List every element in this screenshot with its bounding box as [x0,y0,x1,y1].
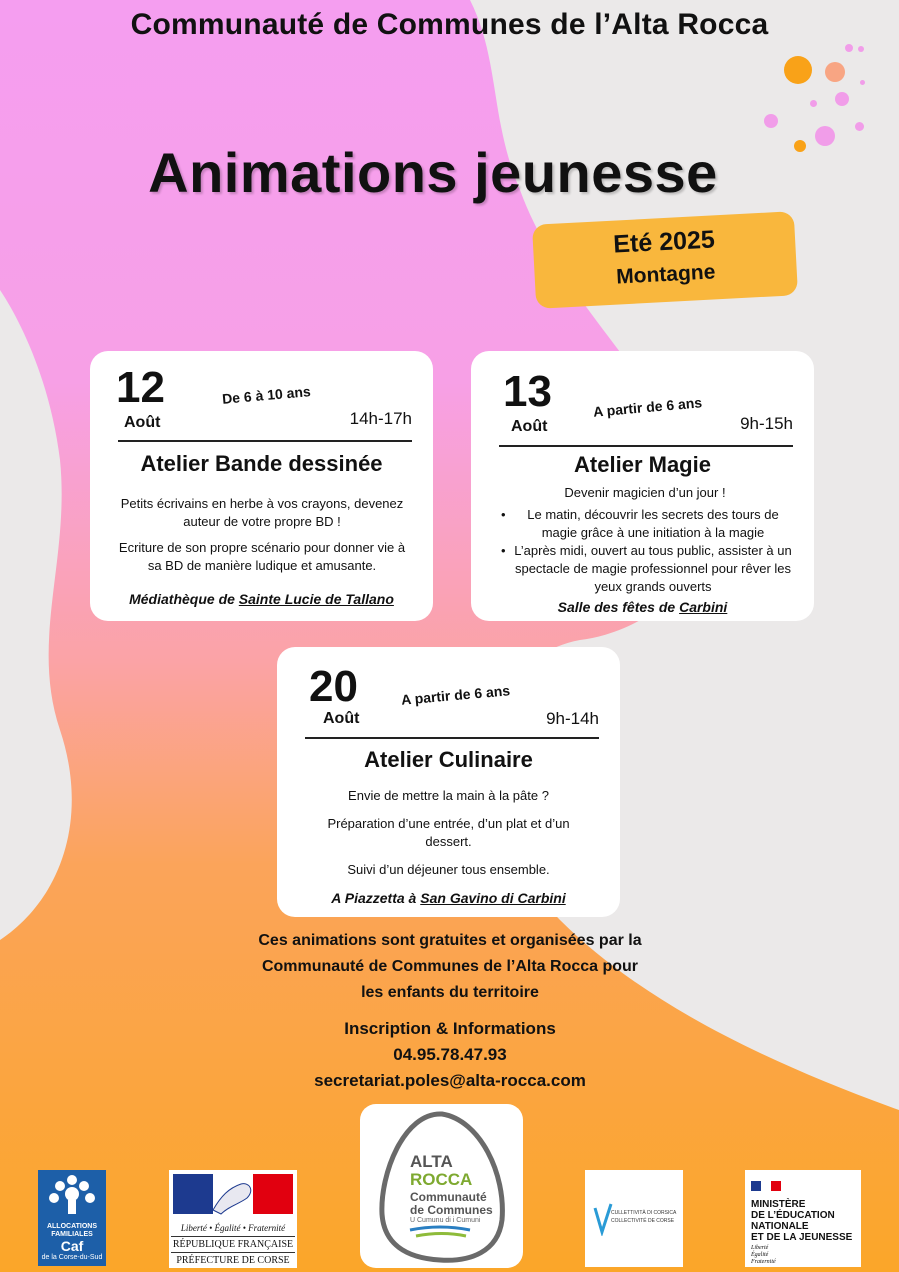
contact-phone[interactable]: 04.95.78.47.93 [393,1045,507,1064]
event-description [116,495,408,583]
caf-text: FAMILIALES [51,1231,93,1238]
season-label: Eté 2025 [612,225,716,259]
organization-title: Communauté de Communes de l’Alta Rocca [130,8,769,41]
event-card-magie [471,351,814,621]
event-age: A partir de 6 ans [592,394,703,420]
dot [810,100,817,107]
contact-block [250,1016,650,1094]
dot [845,44,853,52]
footer-line: Ces animations sont gratuites et organisées par la [258,932,642,949]
venue-prefix: Salle des fêtes de [557,599,676,615]
description-list [495,506,795,596]
event-month: Août [511,418,548,435]
event-card-bd [90,351,433,621]
event-month: Août [124,414,161,431]
cdc-text: CULLETTIVITÀ DI CORSICA [611,1210,677,1216]
event-description [495,484,795,596]
alta-rocca-sub: U Cumunu di i Cumuni [410,1217,481,1224]
cdc-text: COLLECTIVITÉ DE CORSE [611,1218,675,1224]
dot [855,122,864,131]
dot [860,80,865,85]
caf-sub: de la Corse-du-Sud [41,1254,103,1261]
marianne-flag-icon [169,1170,297,1216]
prefecture-logo [169,1170,297,1268]
venue-place: Sainte Lucie de Tallano [238,591,394,607]
dot [794,140,806,152]
list-item: • L’après midi, ouvert au tous public, assister à un spectacle de magie professionnel pour rêver les yeux grands ouverts [495,542,795,596]
ministere-logo [745,1170,861,1267]
men-text: DE L’ÉDUCATION [751,1210,835,1221]
event-card-culinaire [277,647,620,917]
divider [118,440,412,442]
divider [305,737,599,739]
venue-prefix: A Piazzetta à [331,890,417,906]
event-month: Août [323,710,360,727]
dot [815,126,835,146]
event-hours: 14h-17h [349,409,412,428]
men-text: MINISTÈRE [751,1199,806,1210]
caf-emblem-icon [38,1170,106,1218]
event-hours: 9h-14h [546,709,599,728]
description-para: Suivi d’un déjeuner tous ensemble. [347,862,550,877]
season-badge [532,211,798,309]
description-intro: Devenir magicien d’un jour ! [564,485,726,500]
alta-rocca-name2: ROCCA [410,1170,473,1189]
caf-text: ALLOCATIONS [46,1223,98,1230]
footer-note [200,928,700,1006]
event-description [317,787,580,887]
footer-line: les enfants du territoire [361,984,539,1001]
description-para: Envie de mettre la main à la pâte ? [348,788,549,803]
event-day: 20 [309,662,358,711]
event-day: 12 [116,363,165,412]
dot [835,92,849,106]
footer-line: Communauté de Communes de l’Alta Rocca pour [261,958,639,975]
description-para: Petits écrivains en herbe à vos crayons, devenez auteur de votre propre BD ! [120,496,404,529]
dot [764,114,778,128]
men-text: ET DE LA JEUNESSE [751,1232,853,1243]
dot [784,56,812,84]
alta-rocca-logo [360,1104,523,1268]
event-hours: 9h-15h [740,414,793,433]
caf-logo [38,1170,106,1266]
men-motto: Fraternité [751,1259,776,1265]
collectivite-corse-logo [585,1170,683,1267]
alta-rocca-sub: Communauté [410,1190,487,1204]
venue-place: San Gavino di Carbini [420,890,566,906]
rf-motto: Liberté • Égalité • Fraternité [180,1223,286,1233]
event-title: Atelier Bande dessinée [140,451,383,476]
rf-name: RÉPUBLIQUE FRANÇAISE [171,1236,295,1253]
description-para: Préparation d’une entrée, d’un plat et d’un dessert. [327,816,570,849]
dot [825,62,845,82]
event-title: Atelier Culinaire [364,747,533,772]
description-para: Ecriture de son propre scénario pour donner vie à sa BD de manière ludique et amusante. [118,540,406,573]
men-motto: Égalité [751,1252,769,1258]
contact-email[interactable]: secretariat.poles@alta-rocca.com [314,1071,586,1090]
event-title: Atelier Magie [574,452,711,477]
event-day: 13 [503,367,552,416]
venue-place: Carbini [679,599,728,615]
dot [858,46,864,52]
contact-title: Inscription & Informations [344,1019,556,1038]
event-venue [471,599,814,615]
place-label: Montagne [615,260,716,289]
venue-prefix: Médiathèque de [129,591,235,607]
event-age: De 6 à 10 ans [221,383,312,407]
event-age: A partir de 6 ans [400,682,511,708]
decorative-dots [760,40,880,160]
event-venue [277,890,620,906]
alta-rocca-name1: ALTA [410,1152,453,1171]
tricolor-flag-icon [751,1181,781,1191]
event-venue [90,591,433,607]
list-item: • Le matin, découvrir les secrets des tours de magie grâce à une initiation à la magie [495,506,795,542]
men-text: NATIONALE [751,1221,809,1232]
rf-pref: PRÉFECTURE DE CORSE [176,1255,290,1266]
page-title: Animations jeunesse [148,141,718,204]
alta-rocca-sub: de Communes [410,1203,493,1217]
check-mark-icon [593,1202,613,1236]
men-motto: Liberté [751,1245,769,1251]
divider [499,445,793,447]
caf-name: Caf [60,1238,84,1254]
